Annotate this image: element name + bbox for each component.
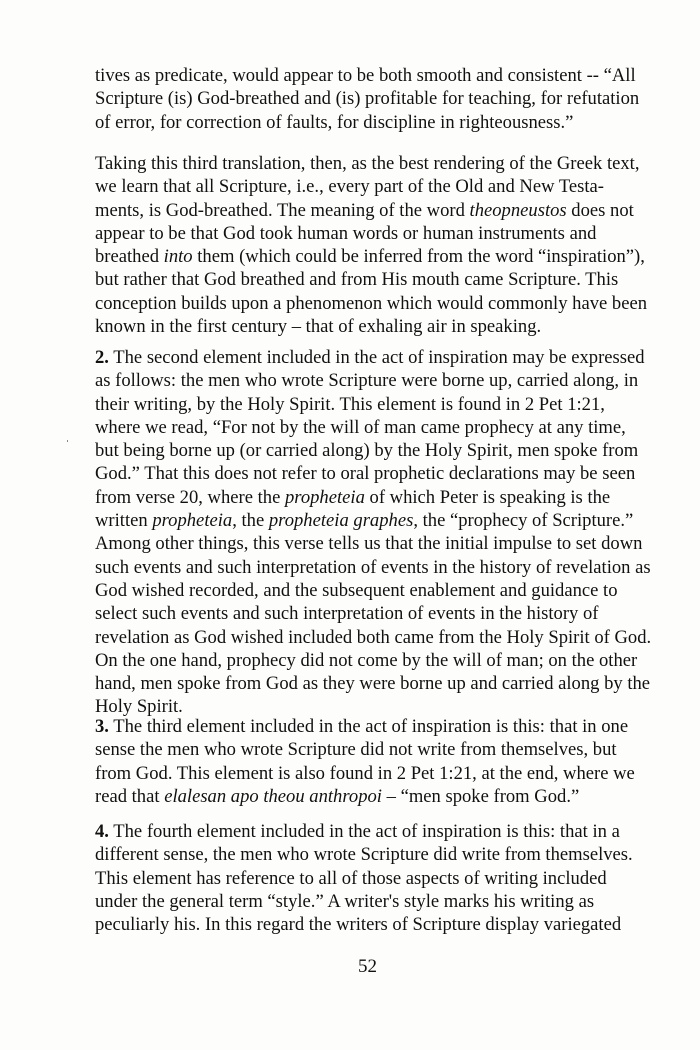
margin-mark [67,440,68,442]
italic-term: theopneustos [469,199,567,221]
paragraph-text [95,715,655,808]
paragraph-number: 4. [95,821,109,842]
paragraph-element-3 [95,715,655,808]
paragraph-theopneustos [95,152,655,338]
text-run: , the [232,510,269,532]
text-run: , the “prophecy of Scripture.” Among other things, this verse tells us that the initial impulse to set down such events and such interpretation of events in the history of revelation as God wished recorded, and the subsequent enablement and guidance to select such events and such interpretation of events in the history of revelation as God wished included both came from the Holy Spirit of God. On the one hand, prophecy did not come by the will of man; on the other hand, men spoke from God as they were borne up and carried along by the Holy Spirit. [95,510,652,718]
text-run: Taking this third translation, then, as the best rendering of the Greek text, we learn that all Scripture, i.e., every part of the Old and New Testa- ments, is God-breathed. The meaning of the word [95,153,640,221]
text-run: does not appear to be that God took human words or human instruments and breathed [95,199,634,268]
text-run: The fourth element included in the act of inspiration is this: that in a different sense, the men who wrote Scripture did write from themselves. This element has reference to all of those aspects of writing included under the general term “style.” A writer's style marks his writing as peculiarly his. In this regard the writers of Scripture display variegated [95,821,633,936]
italic-term: into [163,246,193,268]
italic-term: propheteia [152,510,233,532]
text-run: them (which could be inferred from the word “inspiration”), but rather that God breathed and from His mouth came Scripture. This conception builds upon a phenomenon which would commonly have been known in the first century – that of exhaling air in speaking. [95,246,648,338]
paragraph-number: 2. [95,347,109,368]
paragraph-continuation [95,64,655,134]
italic-term: propheteia [285,486,365,508]
page-number: 52 [358,956,377,977]
paragraph-text: tives as predicate, would appear to be both smooth and consistent -- “All Scripture (is) God-breathed and (is) profitable for teaching, for refutation of error, for correction of faults, for discipline in righteousness.” [95,65,640,133]
paragraph-number: 3. [95,716,109,737]
text-run: The second element included in the act of inspiration may be expressed as follows: the men who wrote Scripture were borne up, carried along, in their writing, by the Holy Spirit. This element is found in 2 Pet 1:21, where we read, “For not by the will of man came prophecy at any time, but being borne up (or carried along) by the Holy Spirit, men spoke from God.” That this does not refer to oral prophetic declarations may be seen from verse 20, where the [95,347,645,508]
paragraph-element-2 [95,346,655,719]
paragraph-text [95,152,655,338]
text-run: of which Peter is speaking is the written [95,486,611,532]
paragraph-text [95,346,655,719]
paragraph-text [95,820,655,936]
text-run: The third element included in the act of inspiration is this: that in one sense the men who wrote Scripture did not write from themselves, but from God. This element is also found in 2 Pet 1:21, at the end, where we read that [95,716,635,807]
paragraph-element-4 [95,820,655,936]
italic-term: elalesan apo theou anthropoi [164,785,382,807]
italic-term: propheteia graphes [268,510,414,532]
text-run: – “men spoke from God.” [381,785,580,807]
